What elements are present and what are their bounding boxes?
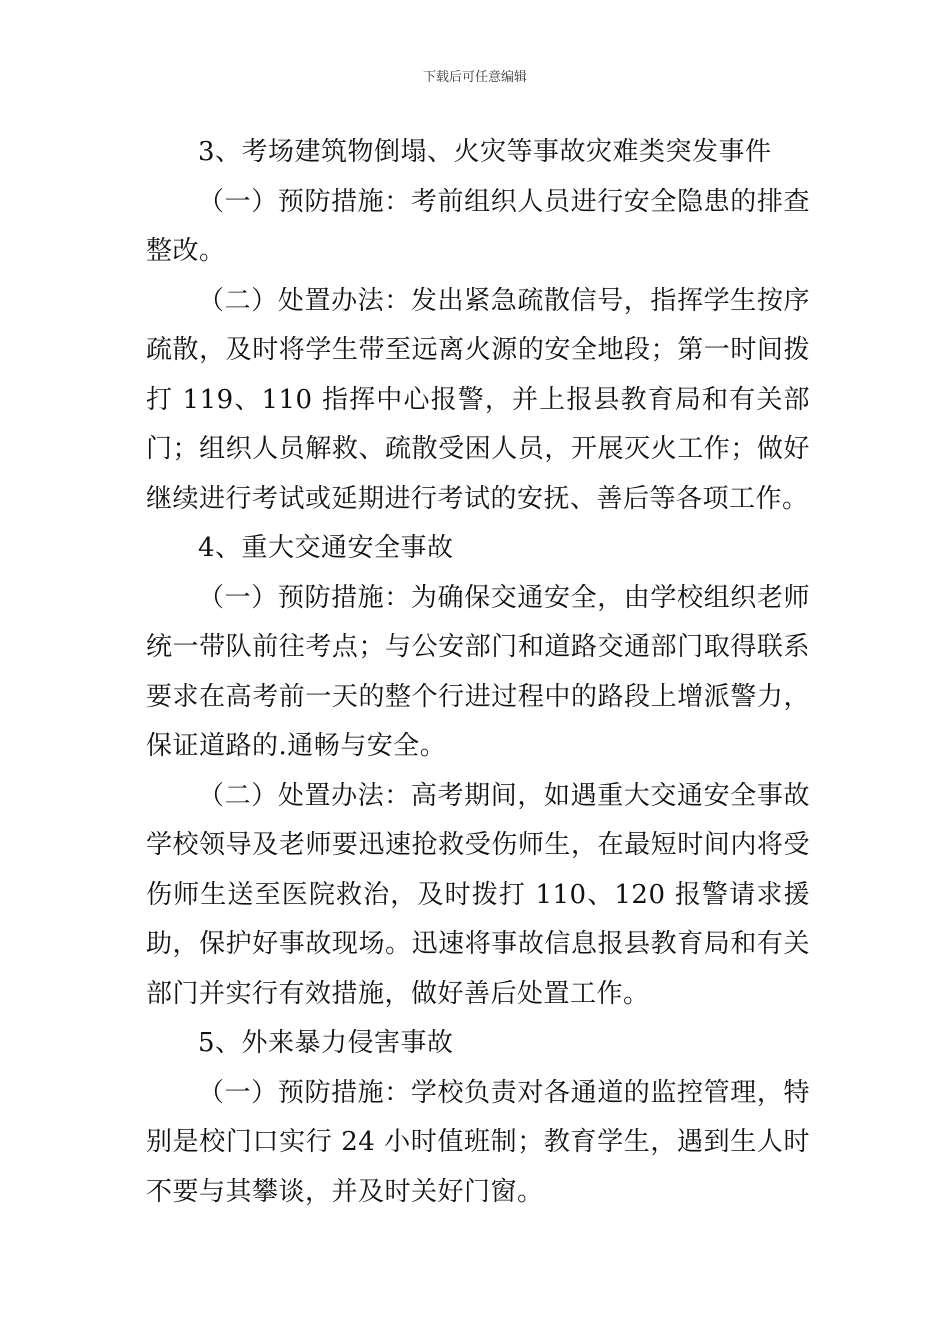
document-body bbox=[146, 128, 810, 1217]
paragraph-3-prevention: （一）预防措施：考前组织人员进行安全隐患的排查整改。 bbox=[146, 186, 810, 266]
section-heading-4: 4、重大交通安全事故 bbox=[198, 533, 454, 563]
section-heading-5: 5、外来暴力侵害事故 bbox=[198, 1028, 454, 1058]
section-heading-3: 3、考场建筑物倒塌、火灾等事故灾难类突发事件 bbox=[198, 137, 772, 167]
paragraph-3-handling: （二）处置办法：发出紧急疏散信号，指挥学生按序疏散，及时将学生带至远离火源的安全地段；第一时间拨打 119、110 指挥中心报警，并上报县教育局和有关部门；组织人员解救、疏散受困人员，开展灭火工作；做好继续进行考试或延期进行考试的安抚、善后等各项工作。 bbox=[146, 285, 810, 514]
paragraph-5-prevention: （一）预防措施：学校负责对各通道的监控管理，特别是校门口实行 24 小时值班制；教育学生，遇到生人时不要与其攀谈，并及时关好门窗。 bbox=[146, 1077, 810, 1207]
header-note: 下载后可任意编辑 bbox=[422, 70, 527, 85]
paragraph-4-prevention: （一）预防措施：为确保交通安全，由学校组织老师统一带队前往考点；与公安部门和道路交通部门取得联系要求在高考前一天的整个行进过程中的路段上增派警力，保证道路的.通畅与安全。 bbox=[146, 582, 810, 761]
paragraph-4-handling: （二）处置办法：高考期间，如遇重大交通安全事故学校领导及老师要迅速抢救受伤师生，在最短时间内将受伤师生送至医院救治，及时拨打 110、120 报警请求援助，保护好事故现场。迅速将事故信息报县教育局和有关部门并实行有效措施，做好善后处置工作。 bbox=[146, 780, 810, 1009]
